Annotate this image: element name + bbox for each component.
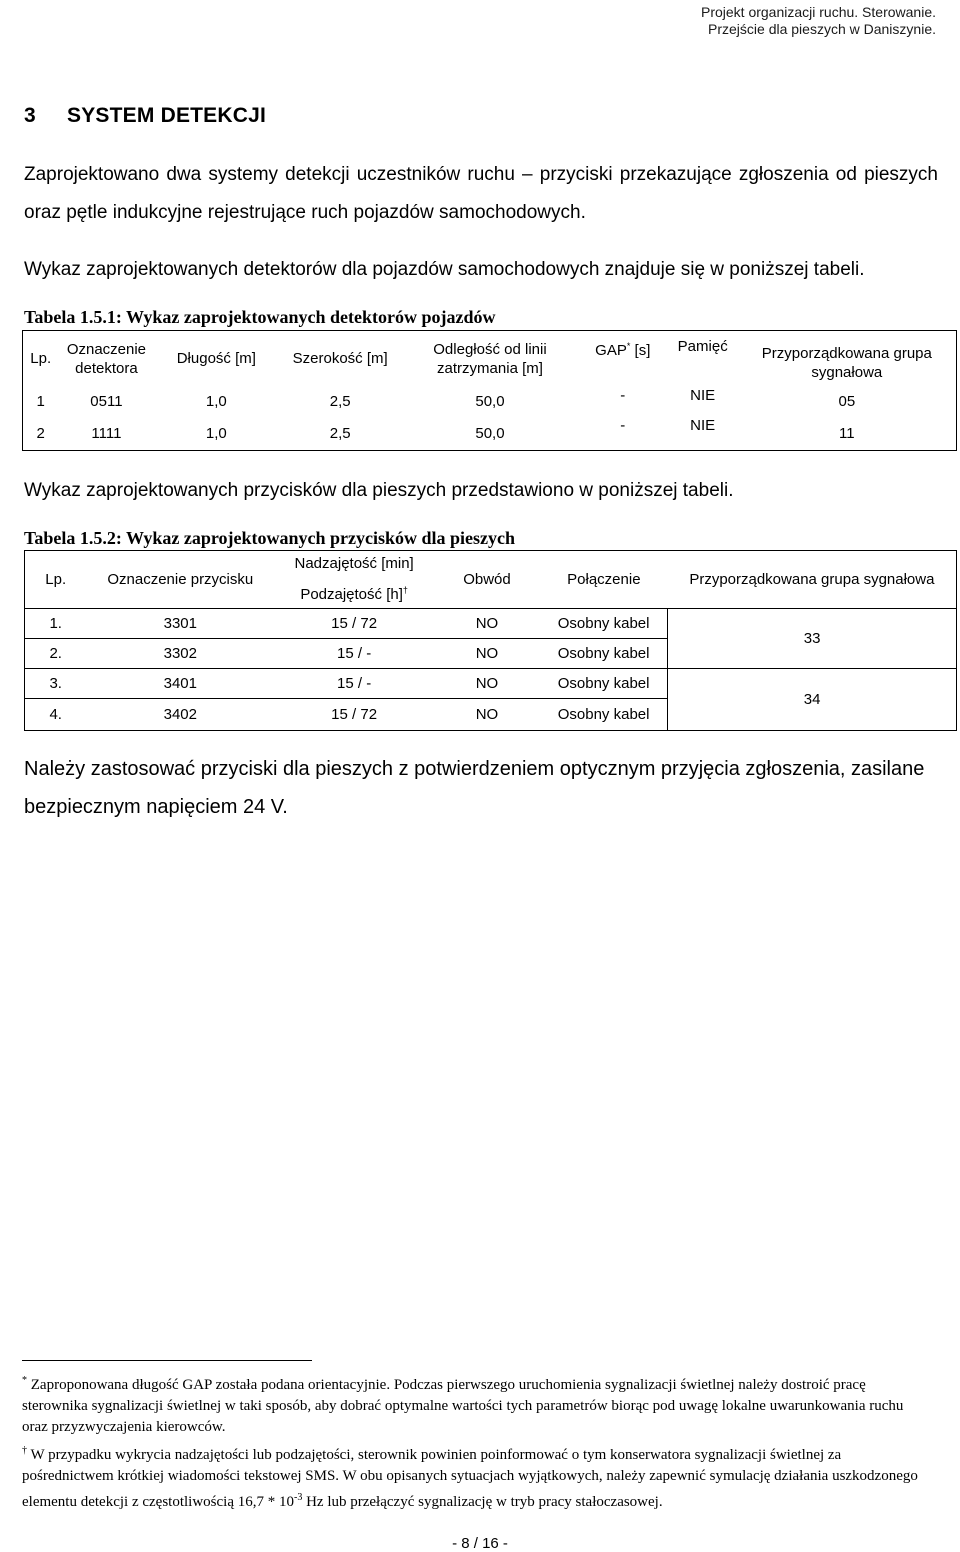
table1-header-pamiec: Pamięć bbox=[677, 338, 728, 355]
gap-unit: [s] bbox=[634, 342, 651, 359]
section-heading bbox=[24, 104, 266, 128]
footnote-occupancy bbox=[22, 1440, 932, 1513]
cell-lp: 2 bbox=[36, 424, 45, 442]
cell-polaczenie: Osobny kabel bbox=[540, 699, 668, 731]
cell-obwod: NO bbox=[434, 669, 540, 699]
table2-header-oznaczenie: Oznaczenie przycisku bbox=[107, 571, 254, 588]
cell-zajetosc: 15 / 72 bbox=[274, 609, 434, 639]
podzajetosc-label: Podzajętość [h] bbox=[300, 586, 403, 603]
pedestrian-buttons-paragraph: Wykaz zaprojektowanych przycisków dla pieszych przedstawiono w poniższej tabeli. bbox=[24, 480, 734, 501]
table-row bbox=[25, 609, 957, 639]
table-row bbox=[23, 387, 957, 417]
cell-szerokosc: 2,5 bbox=[329, 393, 351, 410]
pedestrian-buttons-table bbox=[24, 550, 957, 731]
cell-zajetosc: 15 / - bbox=[274, 639, 434, 669]
table-row bbox=[25, 669, 957, 699]
footnote-text-end: Hz lub przełączyć sygnalizację w tryb pracy stałoczasowej. bbox=[302, 1494, 663, 1510]
cell-odleglosc: 50,0 bbox=[475, 424, 505, 442]
cell-obwod: NO bbox=[434, 609, 540, 639]
cell-oznaczenie: 1111 bbox=[91, 424, 122, 442]
podzajetosc-footnote-mark: † bbox=[402, 585, 408, 595]
cell-oznaczenie: 3302 bbox=[86, 639, 274, 669]
gap-footnote-mark: * bbox=[626, 341, 631, 351]
intro-paragraph: Zaprojektowano dwa systemy detekcji uczestników ruchu – przyciski przekazujące zgłoszenia od pieszych oraz pętle indukcyjne rejestrujące ruch pojazdów samochodowych. bbox=[24, 164, 938, 223]
cell-polaczenie: Osobny kabel bbox=[540, 639, 668, 669]
vehicle-detectors-table bbox=[22, 330, 957, 451]
header-location-line: Przejście dla pieszych w Daniszynie. bbox=[708, 21, 936, 37]
cell-szerokosc: 2,5 bbox=[329, 424, 351, 442]
table1-header-row bbox=[23, 331, 957, 387]
cell-lp: 1. bbox=[25, 609, 87, 639]
cell-obwod: NO bbox=[434, 699, 540, 731]
table2-header-lp: Lp. bbox=[45, 571, 67, 588]
table1-header-gap bbox=[578, 331, 668, 387]
table2-caption: Tabela 1.5.2: Wykaz zaprojektowanych przycisków dla pieszych bbox=[24, 528, 516, 548]
cell-pamiec: NIE bbox=[690, 416, 716, 434]
section-title: SYSTEM DETEKCJI bbox=[67, 104, 267, 127]
footnote-mark: † bbox=[22, 1445, 27, 1456]
table1-header-grupa: Przyporządkowana grupa sygnałowa bbox=[761, 344, 932, 381]
table1-header-szerokosc: Szerokość [m] bbox=[292, 350, 388, 368]
cell-grupa: 11 bbox=[839, 424, 855, 442]
footnote-text: Zaproponowana długość GAP została podana orientacyjnie. Podczas pierwszego uruchomienia sygnalizacji świetlnej należy dostroić pracę sterownika sygnalizacji świetlnej w taki sposób, aby dobrać optymalne wartości tych parametrów biorąc pod uwagę lokalne uwarunkowania ruchu oraz przyzwyczajenia kierowców. bbox=[22, 1377, 904, 1435]
cell-lp: 4. bbox=[25, 699, 87, 731]
cell-polaczenie: Osobny kabel bbox=[540, 609, 668, 639]
cell-oznaczenie: 3401 bbox=[86, 669, 274, 699]
cell-oznaczenie: 3301 bbox=[86, 609, 274, 639]
nadzajetosc-label: Nadzajętość [min] bbox=[294, 555, 414, 572]
footnote-exponent: -3 bbox=[294, 1492, 303, 1503]
cell-polaczenie: Osobny kabel bbox=[540, 669, 668, 699]
cell-lp: 2. bbox=[25, 639, 87, 669]
table2-header-grupa: Przyporządkowana grupa sygnałowa bbox=[689, 571, 935, 588]
vehicle-detectors-paragraph: Wykaz zaprojektowanych detektorów dla pojazdów samochodowych znajduje się w poniższej tabeli. bbox=[24, 259, 865, 280]
cell-gap: - bbox=[620, 416, 626, 434]
table2-header-polaczenie: Połączenie bbox=[567, 571, 641, 588]
cell-obwod: NO bbox=[434, 639, 540, 669]
cell-dlugosc: 1,0 bbox=[205, 424, 227, 442]
table2-header-row bbox=[25, 551, 957, 609]
cell-grupa-33: 33 bbox=[668, 609, 957, 669]
table-row bbox=[23, 417, 957, 451]
cell-lp: 3. bbox=[25, 669, 87, 699]
footnote-text: W przypadku wykrycia nadzajętości lub podzajętości, sterownik powinien poinformować o tym konserwatora sygnalizacji świetlnej za pośrednictwem krótkiej wiadomości tekstowej SMS. W obu opisanych sytuacjach wyjątkowych, należy zapewnić symulację działania uszkodzonego elementu detekcji z częstotliwością 16,7 * 10 bbox=[22, 1447, 918, 1510]
table2-header-obwod: Obwód bbox=[463, 571, 511, 588]
table1-header-odleglosc: Odległość od linii zatrzymania [m] bbox=[433, 340, 547, 377]
cell-pamiec: NIE bbox=[690, 386, 716, 404]
table1-header-lp: Lp. bbox=[30, 350, 52, 368]
cell-gap: - bbox=[620, 386, 626, 404]
cell-grupa-34: 34 bbox=[668, 669, 957, 731]
cell-oznaczenie: 0511 bbox=[90, 393, 123, 410]
table2-header-zajetosc bbox=[274, 551, 434, 609]
footnote-mark: * bbox=[22, 1375, 27, 1386]
header-project-line: Projekt organizacji ruchu. Sterowanie. bbox=[700, 4, 936, 20]
cell-zajetosc: 15 / - bbox=[274, 669, 434, 699]
cell-odleglosc: 50,0 bbox=[475, 393, 505, 410]
table1-header-oznaczenie: Oznaczenie detektora bbox=[66, 340, 147, 377]
gap-label: GAP bbox=[595, 342, 627, 359]
table1-header-dlugosc: Długość [m] bbox=[176, 350, 256, 368]
table1-caption: Tabela 1.5.1: Wykaz zaprojektowanych detektorów pojazdów bbox=[24, 307, 496, 327]
cell-lp: 1 bbox=[36, 393, 45, 410]
footnote-gap bbox=[22, 1370, 932, 1438]
page-number: - 8 / 16 - bbox=[452, 1535, 508, 1552]
cell-grupa: 05 bbox=[838, 393, 856, 410]
button-requirement-paragraph: Należy zastosować przyciski dla pieszych z potwierdzeniem optycznym przyjęcia zgłoszenia, zasilane bezpiecznym napięciem 24 V. bbox=[24, 758, 925, 818]
footnote-separator bbox=[22, 1360, 312, 1361]
section-number: 3 bbox=[24, 104, 36, 127]
cell-oznaczenie: 3402 bbox=[86, 699, 274, 731]
cell-zajetosc: 15 / 72 bbox=[274, 699, 434, 731]
cell-dlugosc: 1,0 bbox=[205, 393, 227, 410]
